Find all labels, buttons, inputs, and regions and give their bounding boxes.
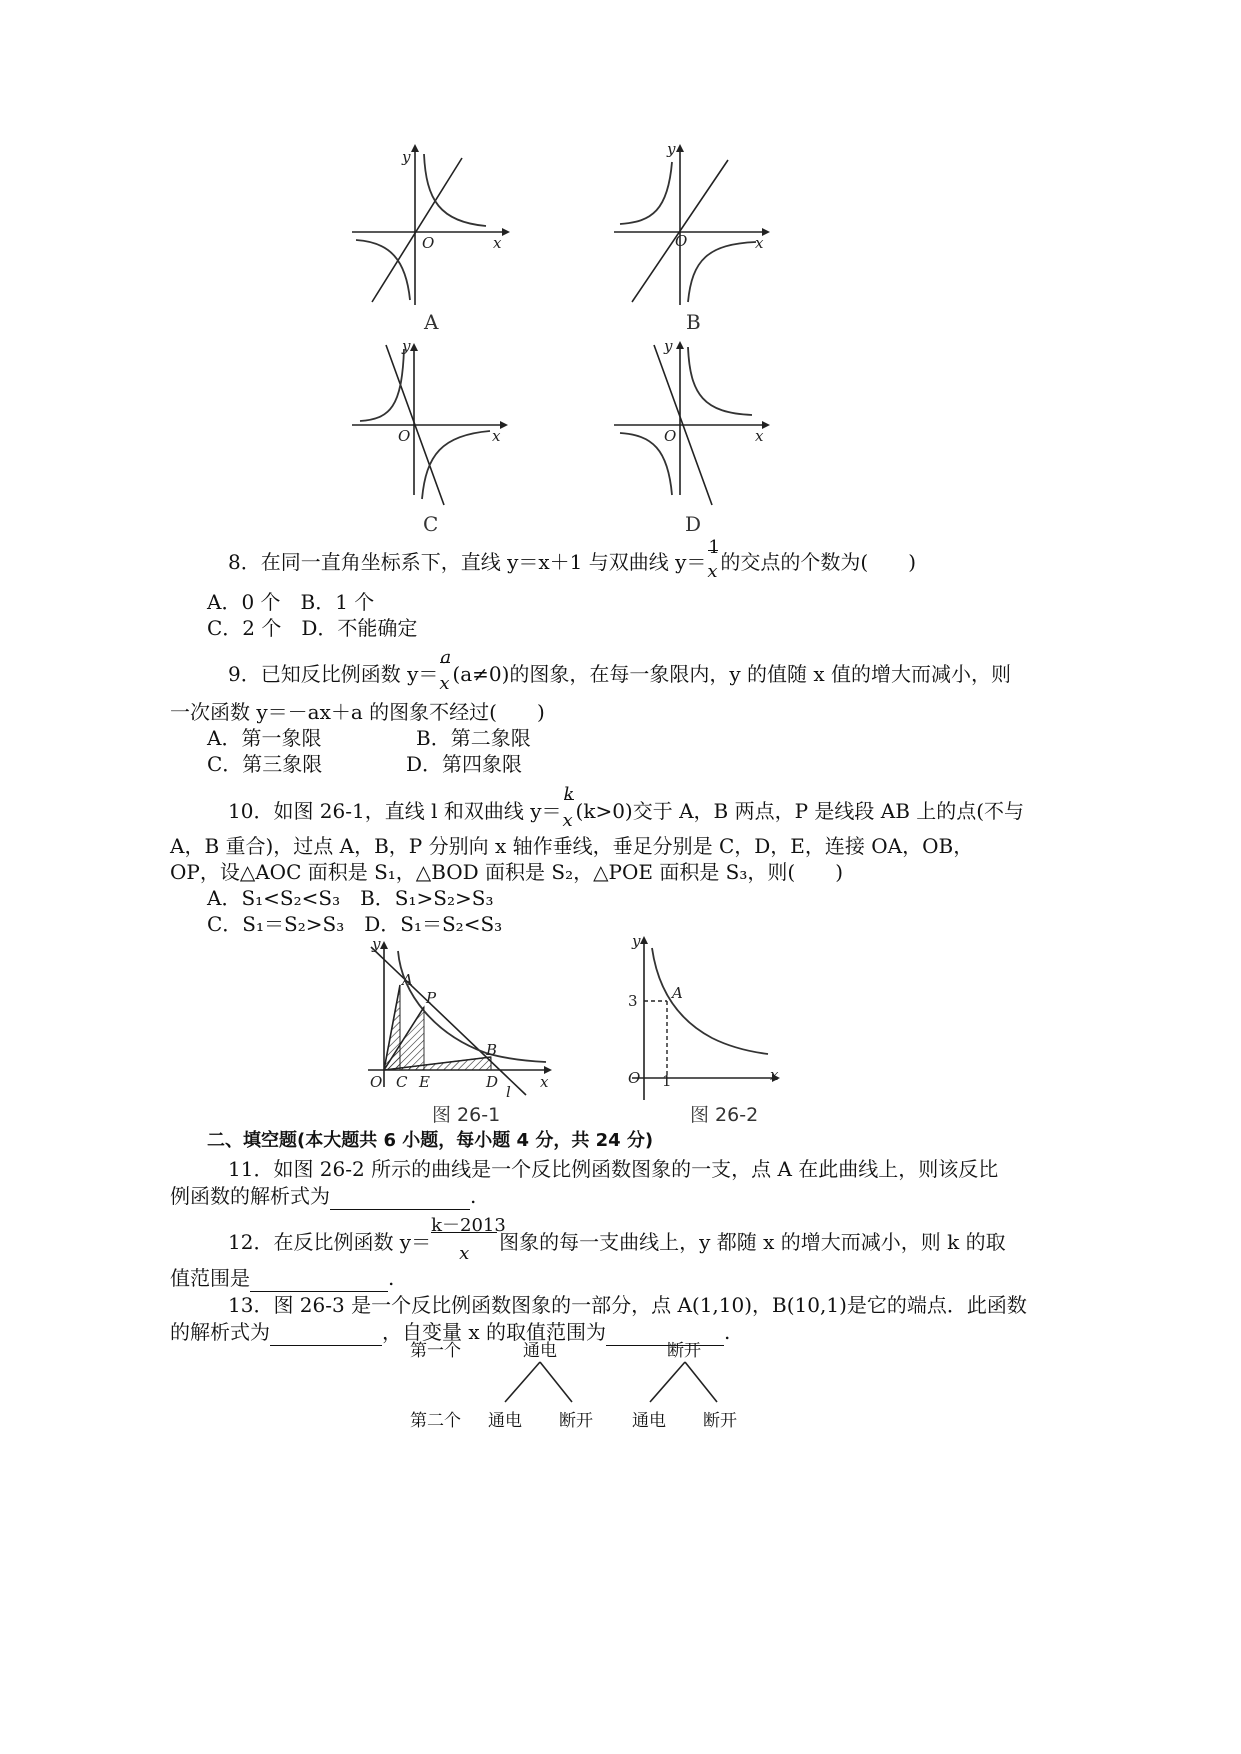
question-8-options-2: C．2 个 D．不能确定: [207, 616, 418, 640]
tree-leaf-4: 断开: [703, 1411, 737, 1431]
question-10: 10．如图 26-1，直线 l 和双曲线 y＝ $\frac{k}{x}$ (k>0)交于 A，B 两点，P 是线段 AB 上的点(不与: [228, 783, 1025, 831]
tree-leaf-1: 通电: [488, 1411, 522, 1431]
tree-leaf-3: 通电: [632, 1411, 666, 1431]
tree-row-2-label: 第二个: [410, 1411, 461, 1431]
option-c-caption: C: [423, 512, 439, 536]
question-13-line-2: 的解析式为 ，自变量 x 的取值范围为 .: [170, 1320, 731, 1344]
point-a-label: A: [402, 971, 413, 989]
question-10-options-1: A．S₁<S₂<S₃ B．S₁>S₂>S₃: [207, 886, 494, 910]
question-10-line-3: OP，设△AOC 面积是 S₁，△BOD 面积是 S₂，△POE 面积是 S₃，则( ): [170, 860, 843, 884]
origin-label: O: [628, 1069, 641, 1087]
origin-label: O: [664, 427, 677, 445]
question-12-answer-blank[interactable]: [250, 1269, 388, 1292]
question-11-line-2: 例函数的解析式为 .: [170, 1184, 477, 1208]
question-10-options-2: C．S₁＝S₂>S₃ D．S₁＝S₂<S₃: [207, 912, 503, 936]
tree-row-1-label: 第一个: [410, 1341, 461, 1361]
tree-node-top-right: 断开: [667, 1341, 701, 1361]
question-9-option-d: D．第四象限: [406, 752, 523, 776]
question-12-line-2: 值范围是 .: [170, 1266, 395, 1290]
figure-option-c: [350, 335, 520, 510]
origin-label: O: [675, 232, 688, 250]
question-8-options-1: A．0 个 B．1 个: [207, 590, 375, 614]
point-e-label: E: [419, 1073, 430, 1091]
question-8: 8．在同一直角坐标系下，直线 y＝x＋1 与双曲线 y＝ $\frac{1}{x}$ 的交点的个数为( ): [228, 536, 917, 582]
figure-26-2: [622, 930, 792, 1105]
point-b-label: B: [486, 1041, 498, 1059]
question-10-line-2: A，B 重合)，过点 A，B，P 分别向 x 轴作垂线，垂足分别是 C，D，E，连接 OA，OB，: [170, 834, 974, 858]
y-axis-label: y: [402, 337, 411, 355]
question-9: 9．已知反比例函数 y＝ $\frac{a}{x}$ (a≠0)的图象，在每一象限内，y 的值随 x 值的增大而减小，则: [228, 646, 1012, 694]
question-9-option-a: A．第一象限: [207, 726, 322, 750]
tree-node-top-left: 通电: [523, 1341, 557, 1361]
x-axis-label: x: [493, 234, 502, 252]
figure-26-1-caption: 图 26-1: [432, 1104, 501, 1126]
point-d-label: D: [486, 1073, 499, 1091]
y-axis-label: y: [402, 148, 411, 166]
question-13-expression-blank[interactable]: [270, 1323, 382, 1346]
figure-option-d: [612, 335, 782, 510]
origin-label: O: [398, 427, 411, 445]
question-12: 12．在反比例函数 y＝ $\frac{k-2013}{x}$ 图象的每一支曲线上，y 都随 x 的增大而减小，则 k 的取: [228, 1214, 1006, 1264]
question-13-line-1: 13．图 26-3 是一个反比例函数图象的一部分，点 A(1,10)，B(10,1)是它的端点．此函数: [228, 1293, 1027, 1317]
point-c-label: C: [396, 1073, 408, 1091]
question-9-option-b: B．第二象限: [416, 726, 531, 750]
y-axis-label: y: [664, 337, 673, 355]
y-axis-label: y: [667, 140, 676, 158]
tree-leaf-2: 断开: [559, 1411, 593, 1431]
question-11-line-1: 11．如图 26-2 所示的曲线是一个反比例函数图象的一支，点 A 在此曲线上，则该反比: [228, 1157, 999, 1181]
option-a-caption: A: [424, 310, 439, 334]
tick-y-3: 3: [628, 992, 638, 1010]
x-axis-label: x: [755, 427, 764, 445]
figure-26-2-caption: 图 26-2: [690, 1104, 759, 1126]
option-d-caption: D: [685, 512, 702, 536]
option-b-caption: B: [686, 310, 701, 334]
section-2-heading: 二、填空题(本大题共 6 小题，每小题 4 分，共 24 分): [207, 1130, 654, 1151]
figure-26-1: [366, 935, 566, 1105]
origin-label: O: [422, 234, 435, 252]
x-axis-label: x: [770, 1066, 779, 1084]
x-axis-label: x: [540, 1073, 549, 1091]
origin-label: O: [370, 1073, 383, 1091]
question-9-option-c: C．第三象限: [207, 752, 323, 776]
y-axis-label: y: [372, 935, 381, 953]
x-axis-label: x: [755, 234, 764, 252]
x-axis-label: x: [492, 427, 501, 445]
line-l-label: l: [506, 1083, 511, 1101]
point-a-label: A: [672, 984, 683, 1002]
tick-x-1: 1: [662, 1072, 672, 1090]
point-p-label: P: [426, 989, 437, 1007]
y-axis-label: y: [632, 932, 641, 950]
question-9-line-2: 一次函数 y＝－ax＋a 的图象不经过( ): [170, 700, 545, 724]
question-11-answer-blank[interactable]: [330, 1187, 470, 1210]
